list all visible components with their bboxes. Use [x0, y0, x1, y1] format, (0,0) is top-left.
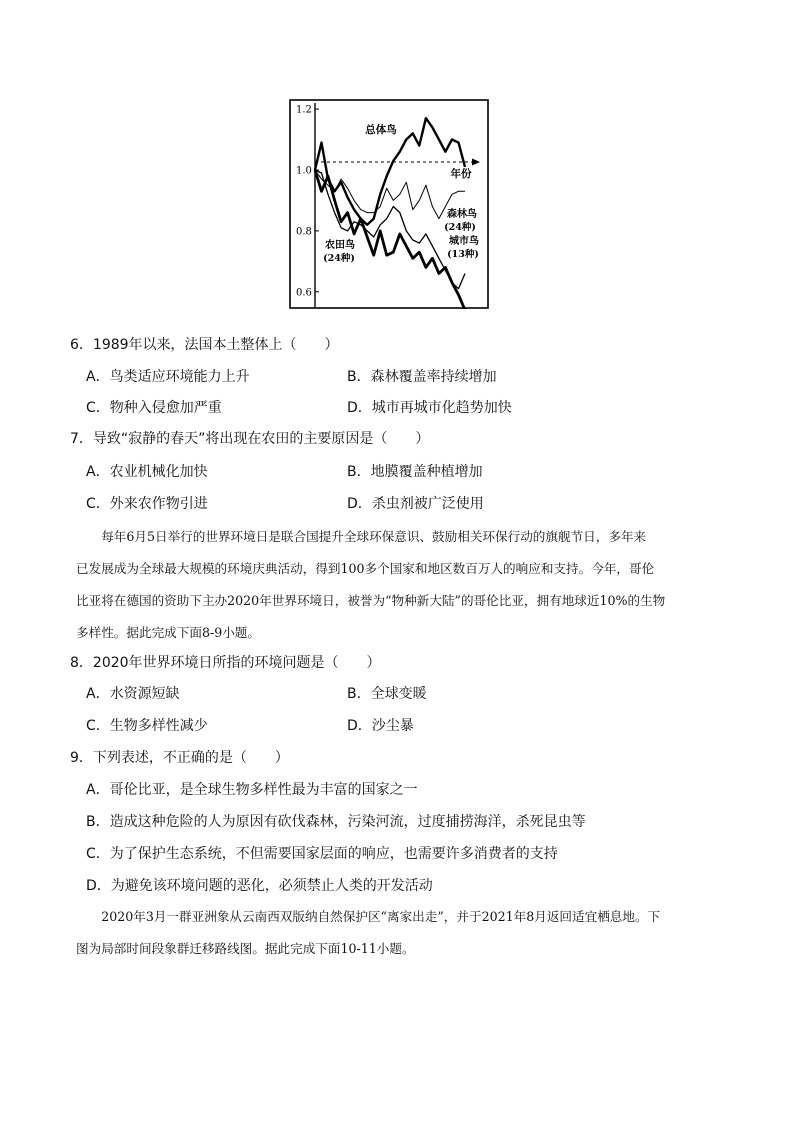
question-6-stem: 6．1989年以来，法国本土整体上（ ）	[70, 337, 339, 353]
passage-line: 每年6月5日举行的世界环境日是联合国提升全球环保意识、鼓励相关环保行动的旗舰节日，多年来	[76, 529, 647, 544]
question-7-option-c[interactable]: C．外来农作物引进	[86, 496, 208, 512]
passage-line: 图为局部时间段象群迁移路线图。据此完成下面10-11小题。	[76, 941, 415, 956]
question-9-stem: 9．下列表述，不正确的是（ ）	[70, 750, 289, 766]
question-7-option-a[interactable]: A．农业机械化加快	[86, 464, 208, 480]
y-tick-label: 0.6	[296, 287, 312, 299]
label-forest-count: (24种)	[444, 222, 476, 233]
y-tick-label: 1.2	[296, 104, 312, 116]
label-forest-birds: 森林鸟	[447, 209, 477, 220]
x-axis-arrow	[472, 159, 480, 166]
label-farm-count: (24种)	[323, 253, 355, 264]
passage-environment-day	[76, 521, 724, 649]
question-7-stem: 7．导致“寂静的春天”将出现在农田的主要原因是（ ）	[70, 431, 430, 447]
question-6-option-c[interactable]: C．物种入侵愈加严重	[86, 400, 222, 416]
passage-line: 已发展成为全球最大规模的环境庆典活动，得到100多个国家和地区数百万人的响应和支持。今年，哥伦	[76, 561, 655, 576]
chart-svg	[289, 99, 489, 309]
question-6-option-a[interactable]: A．鸟类适应环境能力上升	[86, 369, 250, 385]
question-9-option-c[interactable]: C．为了保护生态系统，不但需要国家层面的响应，也需要许多消费者的支持	[86, 846, 558, 862]
question-9-option-a[interactable]: A．哥伦比亚，是全球生物多样性最为丰富的国家之一	[86, 782, 418, 798]
x-axis-label: 年份	[450, 168, 472, 180]
passage-line: 多样性。据此完成下面8-9小题。	[76, 625, 260, 640]
y-tick-label: 1.0	[296, 165, 312, 177]
question-8-stem: 8．2020年世界环境日所指的环境问题是（ ）	[70, 655, 381, 671]
question-9-option-b[interactable]: B．造成这种危险的人为原因有砍伐森林，污染河流，过度捕捞海洋，杀死昆虫等	[86, 814, 586, 830]
label-farm-birds: 农田鸟	[325, 240, 355, 251]
question-8-option-b[interactable]: B．全球变暖	[347, 686, 427, 702]
question-7-option-d[interactable]: D．杀虫剂被广泛使用	[347, 496, 484, 512]
passage-asian-elephants	[76, 901, 724, 965]
question-7-option-b[interactable]: B．地膜覆盖种植增加	[347, 464, 483, 480]
bird-population-chart	[289, 99, 489, 309]
question-8-option-a[interactable]: A．水资源短缺	[86, 686, 180, 702]
passage-line: 比亚将在德国的资助下主办2020年世界环境日，被誉为“物种新大陆”的哥伦比亚，拥有地球近10%的生物	[76, 593, 666, 608]
question-8-option-d[interactable]: D．沙尘暴	[347, 718, 414, 734]
question-9-option-d[interactable]: D．为避免该环境问题的恶化，必须禁止人类的开发活动	[86, 878, 433, 894]
label-urban-birds: 城市鸟	[449, 236, 479, 247]
question-6-option-b[interactable]: B．森林覆盖率持续增加	[347, 369, 497, 385]
question-6-option-d[interactable]: D．城市再城市化趋势加快	[347, 400, 512, 416]
y-tick-label: 0.8	[296, 226, 312, 238]
label-urban-count: (13种)	[447, 249, 479, 260]
question-8-option-c[interactable]: C．生物多样性减少	[86, 718, 208, 734]
label-total-birds: 总体鸟	[365, 124, 397, 136]
passage-line: 2020年3月一群亚洲象从云南西双版纳自然保护区“离家出走”，并于2021年8月返回适宜栖息地。下	[76, 909, 661, 924]
